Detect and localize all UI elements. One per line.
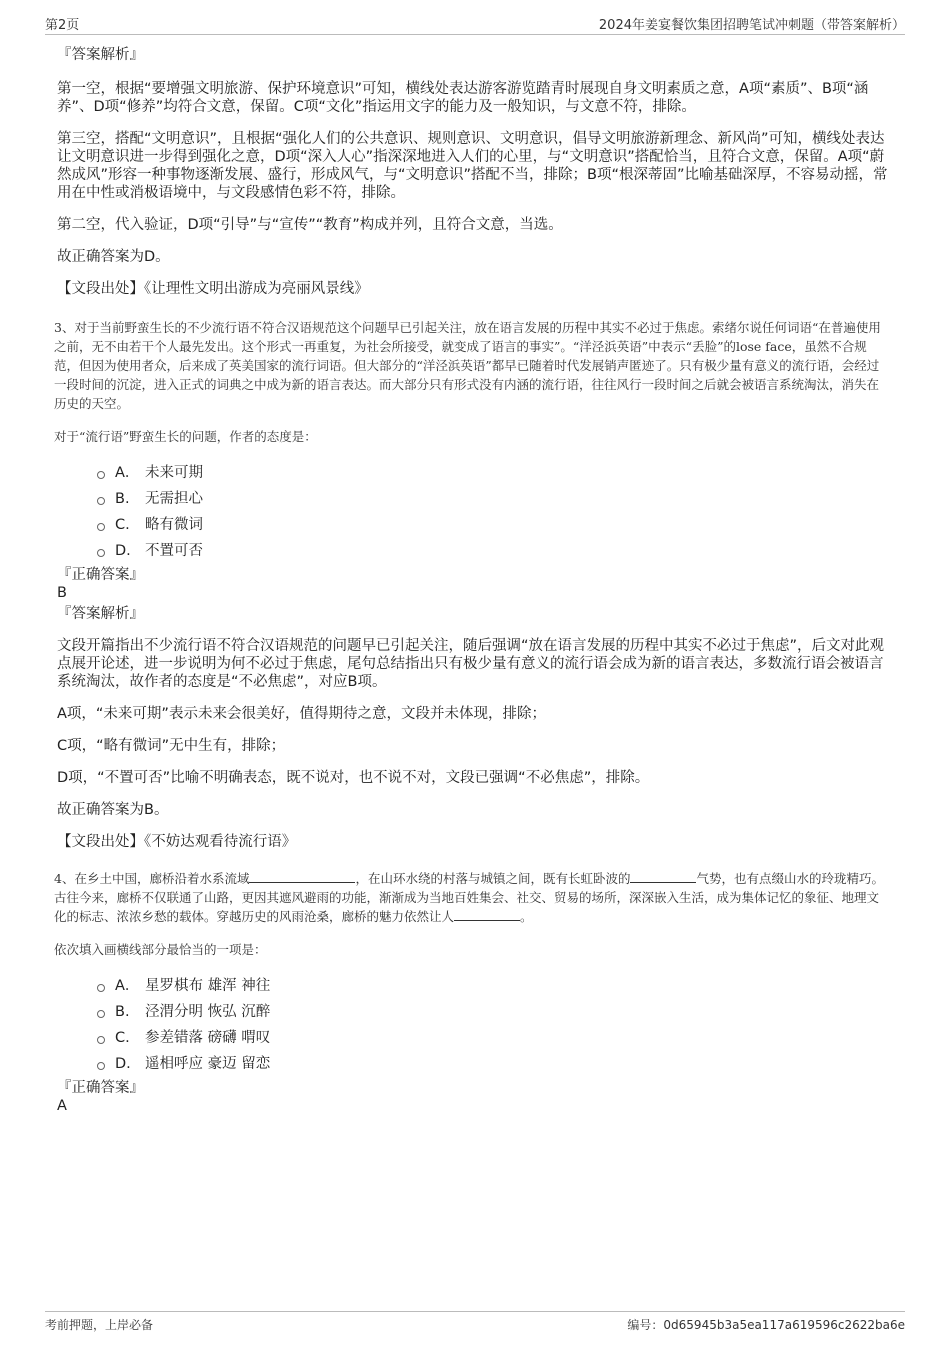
q4-answer: A <box>57 1098 67 1114</box>
q3-analysis-para-4: D项，“不置可否”比喻不明确表态，既不说对，也不说不对，文段已强调“不必焦虑”，排除。 <box>57 770 650 786</box>
q2-analysis-para-3: 第二空，代入验证，D项“引导”与“宣传”“教育”构成并列，且符合文意，当选。 <box>57 217 563 233</box>
q4-question: 依次填入画横线部分最恰当的一项是： <box>54 942 267 957</box>
q4-option-b[interactable]: B. 泾渭分明 恢弘 沉醉 <box>97 999 890 1025</box>
page-footer <box>45 1311 905 1336</box>
q3-analysis-para-3: C项，“略有微词”无中生有，排除； <box>57 738 286 754</box>
q4-options <box>97 973 890 1077</box>
q3-analysis-para-2: A项，“未来可期”表示未来会很美好，值得期待之意，文段并未体现，排除； <box>57 706 546 722</box>
q4-option-d[interactable]: D. 遥相呼应 豪迈 留恋 <box>97 1051 890 1077</box>
q3-answer-label: 『正确答案』 <box>57 567 144 583</box>
q3-source: 【文段出处】《不妨达观看待流行语》 <box>57 834 297 850</box>
q3-option-a[interactable]: A． 未来可期 <box>97 460 890 486</box>
q3-question: 对于“流行语”野蛮生长的问题，作者的态度是： <box>54 429 317 444</box>
q2-analysis-label: 『答案解析』 <box>57 47 144 63</box>
q2-analysis-para-2: 第三空，搭配“文明意识”，且根据“强化人们的公共意识、规则意识、文明意识，倡导文明旅游新理念、新风尚”可知，横线处表达让文明意识进一步得到强化之意，D项“深入人心”指深深地进入人们的心里，与“文明意识”搭配恰当，且符合文意，保留。A项“蔚然成风”形容一种事物逐渐发展、盛行，形成风气，与“文明意识”搭配不当，排除；B项“根深蒂固”比喻基础深厚，不容易动摇，常用在中性或消极语境中，与文段感情色彩不符，排除。 <box>57 131 888 201</box>
q2-analysis-conclusion: 故正确答案为D。 <box>57 249 170 265</box>
radio-icon[interactable] <box>97 471 105 479</box>
radio-icon[interactable] <box>97 549 105 557</box>
q4-option-c[interactable]: C. 参差错落 磅礴 喟叹 <box>97 1025 890 1051</box>
q4-stem: 4、在乡土中国，廊桥沿着水系流域 ，在山环水绕的村落与城镇之间，既有长虹卧波的 气势，也有点缀山水的玲珑精巧。古往今来，廊桥不仅联通了山路，更因其遮风避雨的功能，渐渐成为当地百姓集会、社交、贸易的场所，深深嵌入生活，成为集体记忆的象征、地理文化的标志、浓浓乡愁的载体。穿越历史的风雨沧桑，廊桥的魅力依然让人 。 <box>54 871 884 924</box>
radio-icon[interactable] <box>97 497 105 505</box>
q3-option-c[interactable]: C. 略有微词 <box>97 512 890 538</box>
radio-icon[interactable] <box>97 1036 105 1044</box>
q3-options <box>97 460 890 564</box>
q2-analysis-para-1: 第一空，根据“要增强文明旅游、保护环境意识”可知，横线处表达游客游览踏青时展现自身文明素质之意，A项“素质”、B项“涵养”、D项“修养”均符合文意，保留。C项“文化”指运用文字的能力及一般知识，与文意不符，排除。 <box>57 81 869 115</box>
q4-option-a[interactable]: A． 星罗棋布 雄浑 神往 <box>97 973 890 999</box>
radio-icon[interactable] <box>97 1062 105 1070</box>
q3-analysis-conclusion: 故正确答案为B。 <box>57 802 169 818</box>
q3-answer: B <box>57 585 67 601</box>
q4-answer-label: 『正确答案』 <box>57 1080 144 1096</box>
blank-1 <box>249 870 355 883</box>
document-title: 2024年姜宴餐饮集团招聘笔试冲刺题（带答案解析） <box>598 18 905 33</box>
page-content <box>54 46 890 1118</box>
q3-analysis-label: 『答案解析』 <box>57 606 144 622</box>
footer-slogan: 考前押题，上岸必备 <box>45 1318 154 1332</box>
q2-source: 【文段出处】《让理性文明出游成为亮丽风景线》 <box>57 281 369 297</box>
radio-icon[interactable] <box>97 523 105 531</box>
radio-icon[interactable] <box>97 984 105 992</box>
page-header <box>45 14 905 35</box>
q3-analysis-para-1: 文段开篇指出不少流行语不符合汉语规范的问题早已引起关注，随后强调“放在语言发展的历程中其实不必过于焦虑”，后文对此观点展开论述，进一步说明为何不必过于焦虑，尾句总结指出只有极少量有意义的流行语会成为新的语言表达，多数流行语会被语言系统淘汰，故作者的态度是“不必焦虑”，对应B项。 <box>57 638 885 690</box>
radio-icon[interactable] <box>97 1010 105 1018</box>
blank-2 <box>630 870 696 883</box>
page-number: 第2页 <box>45 18 80 33</box>
q3-option-b[interactable]: B. 无需担心 <box>97 486 890 512</box>
q3-stem: 3、对于当前野蛮生长的不少流行语不符合汉语规范这个问题早已引起关注，放在语言发展的历程中其实不必过于焦虑。索绪尔说任何词语“在普遍使用之前，无不由若干个人最先发出。这个形式一再重复，为社会所接受，就变成了语言的事实”。“洋泾浜英语”中表示“丢脸”的lose face，虽然不合规范，但因为使用者众，后来成了英美国家的流行词语。但大部分的“洋泾浜英语”都早已随着时代发展销声匿迹了。只有极少量有意义的流行语，会经过一段时间的沉淀，进入正式的词典之中成为新的语言表达。而大部分只有形式没有内涵的流行语，往往风行一段时间之后就会被语言系统淘汰，消失在历史的天空。 <box>54 320 881 411</box>
q3-option-d[interactable]: D. 不置可否 <box>97 538 890 564</box>
footer-serial: 编号：0d65945b3a5ea117a619596c2622ba6e <box>627 1318 905 1332</box>
blank-3 <box>454 908 520 921</box>
